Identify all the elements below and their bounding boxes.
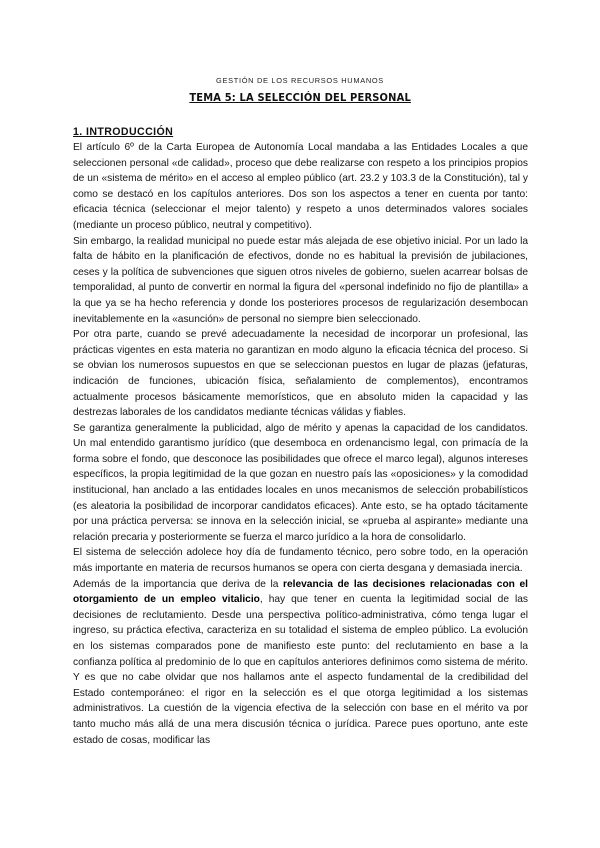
paragraph-6-start: Además de la importancia que deriva de la <box>73 578 284 590</box>
body-text <box>73 140 528 748</box>
paragraph-1: El artículo 6º de la Carta Europea de Autonomía Local mandaba a las Entidades Locales a que seleccionen personal «de calidad», proceso que debe realizarse con respeto a los principios propios de un «sistema de mérito» en el acceso al empleo público (art. 23.2 y 103.3 de la Constitución), tal y como se destacó en los capítulos anteriores. Dos son los aspectos a tener en cuenta por tanto: eficacia técnica (seleccionar el mejor talento) y respeto a unos determinados valores sociales (mediante un proceso público, neutral y competitivo). <box>73 142 528 231</box>
paragraph-5: El sistema de selección adolece hoy día de fundamento técnico, pero sobre todo, en la operación más importante en materia de recursos humanos se opera con cierta desgana y demasiada inercia. <box>73 547 528 575</box>
paragraph-6-end: , hay que tener en cuenta la legitimidad social de las decisiones de reclutamiento. Desde una perspectiva político-administrativa, cómo tenga lugar el ingreso, su práctica efectiva, caracteriza en su totalidad el sistema de empleo público. La evolución en los sistemas comparados pone de manifiesto este punto: del reclutamiento en base a la confianza política al predominio de lo que en capítulos anteriores definimos como sistema de mérito. Y es que no cabe olvidar que nos hallamos ante el aspecto fundamental de la credibilidad del Estado contemporáneo: el rigor en la selección es el que otorga legitimidad a los sistemas administrativos. La cuestión de la vigencia efectiva de la selección con base en el mérito va por tanto mucho más allá de una mera discusión técnica o jurídica. Parece pues oportuno, ante este estado de cosas, modificar las <box>73 594 528 746</box>
document-subtitle: GESTIÓN DE LOS RECURSOS HUMANOS <box>216 76 384 85</box>
paragraph-6 <box>73 577 528 749</box>
paragraph-4: Se garantiza generalmente la publicidad, algo de mérito y apenas la capacidad de los candidatos. Un mal entendido garantismo jurídico (que desemboca en ordenancismo legal, con primacía de la forma sobre el fondo, que desconoce las posibilidades que ofrece el marco legal), algunos intereses específicos, la propia legitimidad de la que gozan en nuestro país las «oposiciones» y la comodidad institucional, han anclado a las entidades locales en unos mecanismos de selección probabilísticos (es aleatoria la posibilidad de incorporar candidatos eficaces). Ante esto, se ha optado tácitamente por una práctica perversa: se innova en la selección inicial, se «prueba al aspirante» mediante una relación precaria y posteriormente se fuerza el marco jurídico a la hora de consolidarlo. <box>73 422 528 543</box>
paragraph-6-bold: relevancia de las decisiones relacionadas con el otorgamiento de un empleo vitalicio <box>73 578 528 606</box>
paragraph-2: Sin embargo, la realidad municipal no puede estar más alejada de ese objetivo inicial. Por un lado la falta de hábito en la planificación de efectivos, donde no es habitual la previsión de jubilaciones, ceses y la política de subvenciones que siguen otros niveles de gobierno, suelen acarrear bolsas de temporalidad, al punto de convertir en normal la figura del «personal indefinido no fijo de plantilla» a la que ya se ha hecho referencia y donde los posteriores procesos de regularización desembocan inevitablemente en la «asunción» de personal no siempre bien seleccionado. <box>73 235 528 325</box>
document-title-wrap <box>0 88 600 106</box>
document-title: TEMA 5: LA SELECCIÓN DEL PERSONAL <box>189 91 411 104</box>
section-heading: 1. INTRODUCCIÓN <box>73 126 174 138</box>
paragraph-3: Por otra parte, cuando se prevé adecuadamente la necesidad de incorporar un profesional, las prácticas vigentes en esta materia no garantizan en modo alguno la eficacia técnica del proceso. Si se obvian los numerosos supuestos en que se seleccionan puestos en lugar de plazas (jefaturas, indicación de funciones, ubicación física, señalamiento de complementos), encontramos actualmente procesos básicamente memorísticos, que en absoluto miden la capacidad y las destrezas laborales de los candidatos mediante técnicas válidas y fiables. <box>73 329 528 419</box>
